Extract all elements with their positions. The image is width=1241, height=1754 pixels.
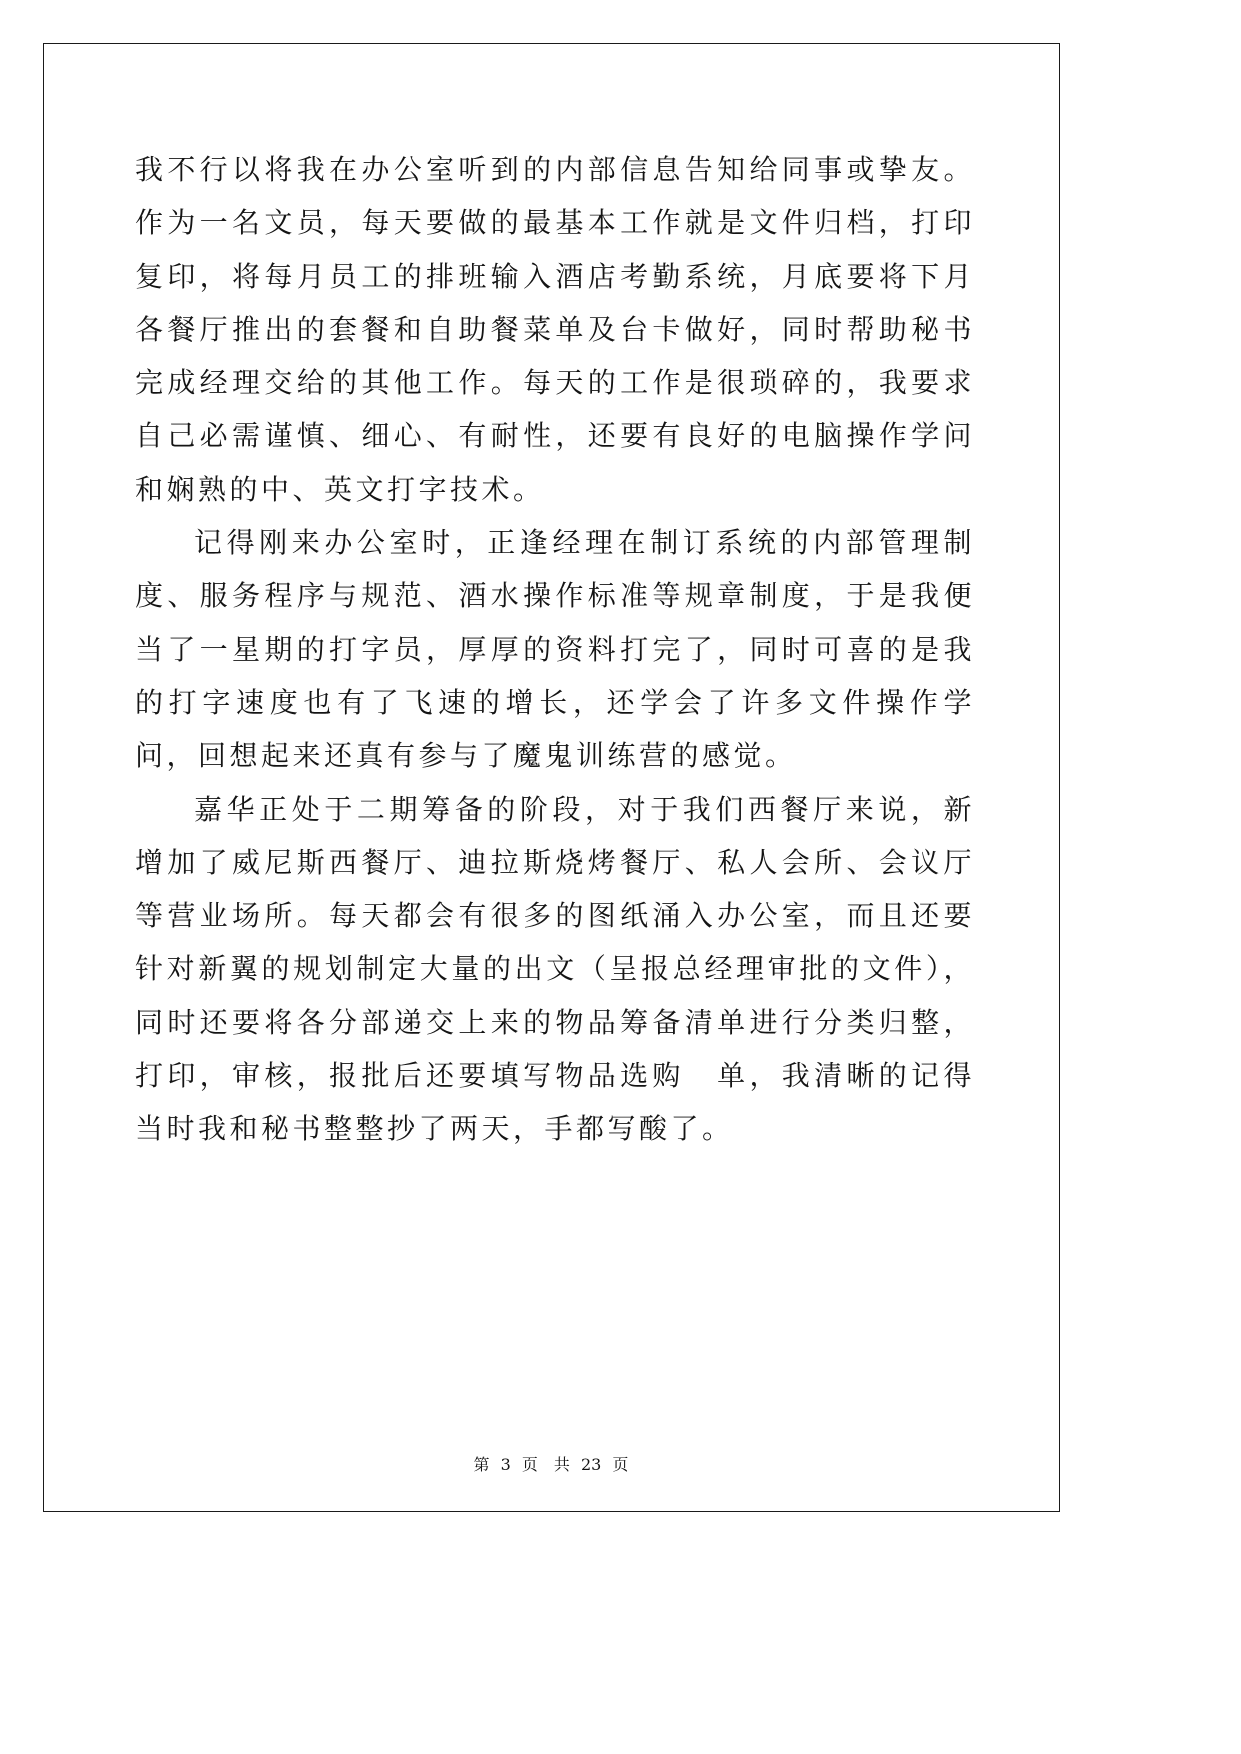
paragraph-2: 记得刚来办公室时，正逢经理在制订系统的内部管理制度、服务程序与规范、酒水操作标准等规章制度，于是我便当了一星期的打字员，厚厚的资料打完了，同时可喜的是我的打字速度也有了飞速的增长，还学会了许多文件操作学问，回想起来还真有参与了魔鬼训练营的感觉。 (135, 526, 975, 773)
paragraph-1: 我不行以将我在办公室听到的内部信息告知给同事或挚友。作为一名文员，每天要做的最基本工作就是文件归档，打印复印，将每月员工的排班输入酒店考勤系统，月底要将下月各餐厅推出的套餐和自助餐菜单及台卡做好，同时帮助秘书完成经理交给的其他工作。每天的工作是很琐碎的，我要求自己必需谨慎、细心、有耐性，还要有良好的电脑操作学问和娴熟的中、英文打字技术。 (135, 153, 975, 506)
page-footer: 第 3 页 共 23 页 (473, 1455, 629, 1474)
document-body (135, 143, 975, 1156)
paragraph-3: 嘉华正处于二期筹备的阶段，对于我们西餐厅来说，新增加了威尼斯西餐厅、迪拉斯烧烤餐厅、私人会所、会议厅等营业场所。每天都会有很多的图纸涌入办公室，而且还要针对新翼的规划制定大量的出文（呈报总经理审批的文件），同时还要将各分部递交上来的物品筹备清单进行分类归整，打印，审核，报批后还要填写物品选购 单，我清晰的记得当时我和秘书整整抄了两天，手都写酸了。 (135, 792, 975, 1146)
